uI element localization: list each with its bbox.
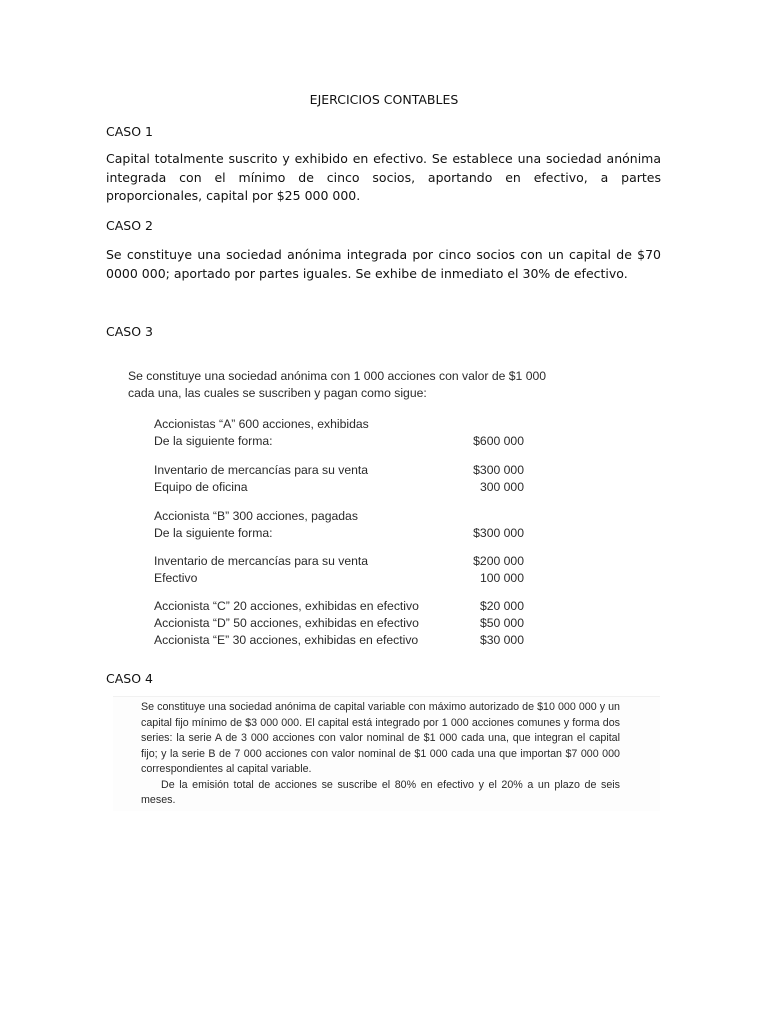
row-label: De la siguiente forma:	[154, 434, 273, 448]
row-amount: $50 000	[479, 616, 524, 630]
caso3-row	[154, 598, 524, 615]
row-label: Accionista “B” 300 acciones, pagadas	[154, 509, 358, 523]
caso2-paragraph: Se constituye una sociedad anónima integrada por cinco socios con un capital de $70 0000 000; aportado por partes iguales. Se exhibe de inmediato el 30% de efectivo.	[106, 247, 661, 281]
caso4-scanned-image	[113, 696, 660, 811]
row-amount: $20 000	[479, 599, 524, 613]
caso3-heading: CASO 3	[106, 324, 153, 339]
caso3-row	[154, 553, 524, 570]
caso3-row	[154, 508, 524, 525]
row-label: De la siguiente forma:	[154, 526, 273, 540]
caso3-row	[154, 632, 524, 649]
caso3-scanned-image	[128, 368, 548, 647]
row-label: Accionistas “A” 600 acciones, exhibidas	[154, 417, 369, 431]
document-title: EJERCICIOS CONTABLES	[309, 92, 459, 107]
caso4-heading: CASO 4	[106, 671, 153, 686]
row-amount: $30 000	[479, 633, 524, 647]
row-label: Equipo de oficina	[154, 480, 248, 494]
row-amount: 300 000	[479, 480, 524, 494]
caso4-text-block	[141, 700, 620, 809]
row-amount: $300 000	[473, 463, 524, 477]
caso4-paragraph-2: De la emisión total de acciones se suscribe el 80% en efectivo y el 20% a un plazo de seis meses.	[141, 778, 620, 806]
caso3-intro: Se constituye una sociedad anónima con 1 000 acciones con valor de $1 000 cada una, las cuales se suscriben y pagan como sigue:	[128, 369, 547, 400]
caso1-paragraph: Capital totalmente suscrito y exhibido en efectivo. Se establece una sociedad anónima integrada con el mínimo de cinco socios, aportando en efectivo, a partes proporcionales, capital por $25 000 000.	[106, 151, 661, 204]
row-amount: 100 000	[479, 571, 524, 585]
row-amount: $200 000	[473, 554, 524, 568]
row-label: Accionista “C” 20 acciones, exhibidas en efectivo	[154, 599, 419, 613]
caso3-row	[154, 462, 524, 479]
row-label: Efectivo	[154, 571, 198, 585]
row-label: Inventario de mercancías para su venta	[154, 463, 369, 477]
caso4-paragraph-1: Se constituye una sociedad anónima de capital variable con máximo autorizado de $10 000 000 y un capital fijo mínimo de $3 000 000. El capital está integrado por 1 000 acciones comunes y forma dos series: la serie A de 3 000 acciones con valor nominal de $1 000 cada una, que integran el capital fijo; y la serie B de 7 000 acciones con valor nominal de $1 000 cada una que importan $7 000 000 correspondientes al capital variable.	[141, 701, 620, 775]
caso2-heading: CASO 2	[106, 218, 153, 233]
caso3-row	[154, 525, 524, 542]
caso3-row	[154, 570, 524, 587]
caso3-row	[154, 433, 524, 450]
row-label: Inventario de mercancías para su venta	[154, 554, 369, 568]
row-amount: $300 000	[473, 526, 524, 540]
row-label: Accionista “D” 50 acciones, exhibidas en efectivo	[154, 616, 419, 630]
caso3-row	[154, 615, 524, 632]
row-amount: $600 000	[473, 434, 524, 448]
row-label: Accionista “E” 30 acciones, exhibidas en efectivo	[154, 633, 419, 647]
caso1-heading: CASO 1	[106, 124, 153, 139]
caso3-row	[154, 416, 524, 433]
caso3-row	[154, 479, 524, 496]
